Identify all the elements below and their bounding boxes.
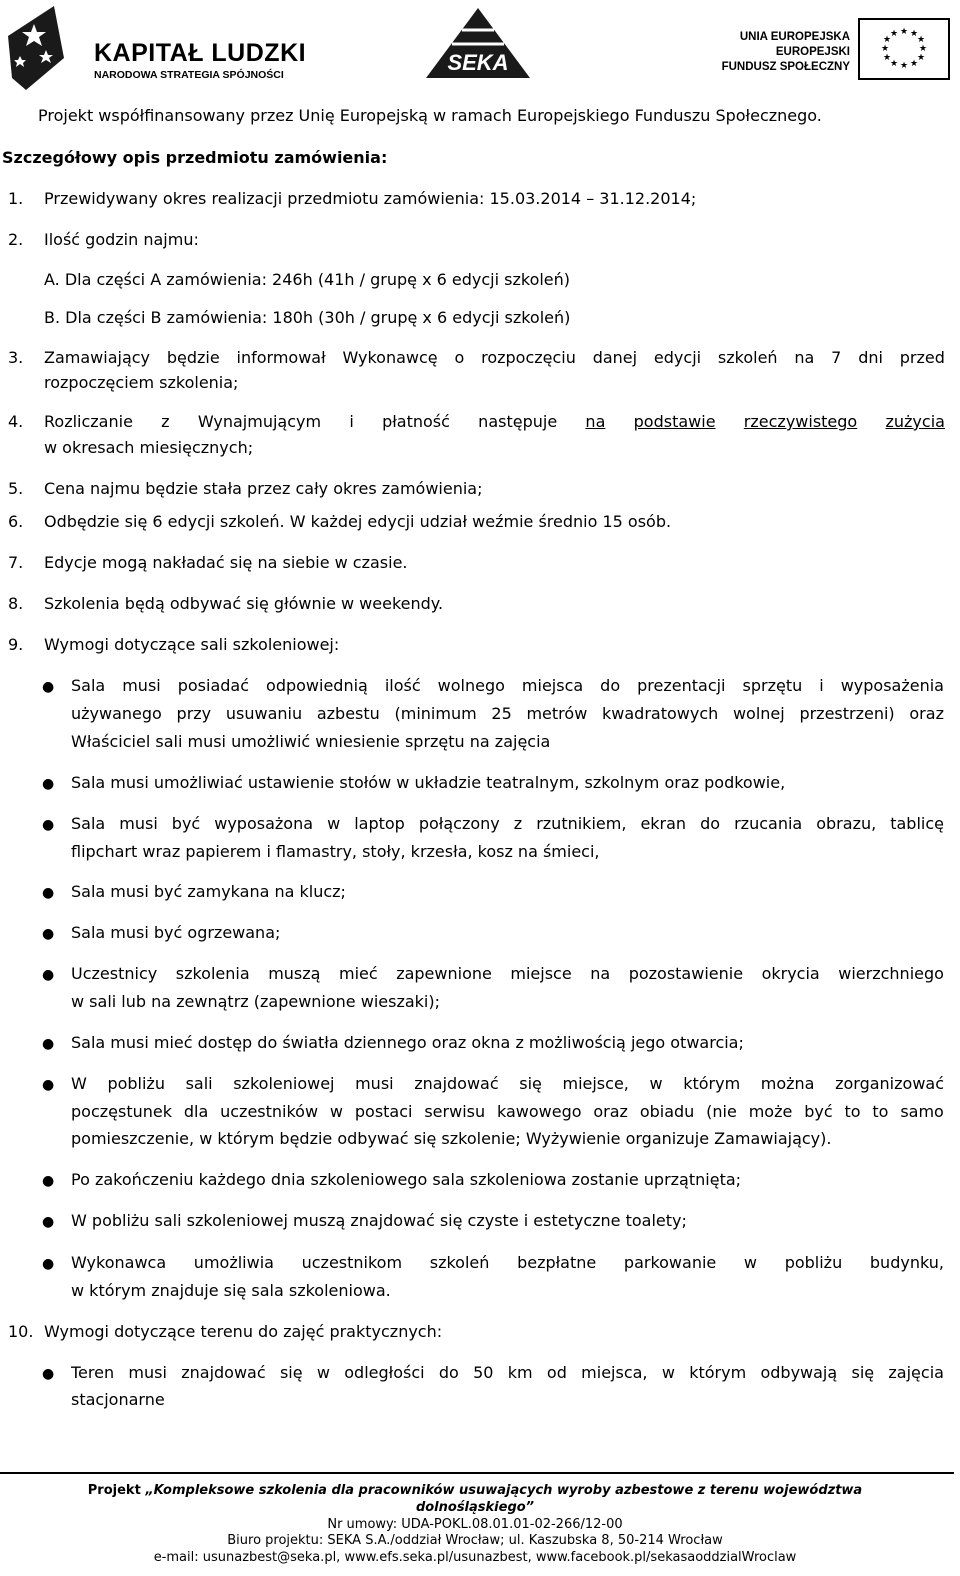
word: na [590,964,611,983]
bullet-text-justified [71,704,944,723]
word: obrazu, [816,814,877,833]
bullet-icon: ● [42,1036,55,1052]
word: przestrzeni) [799,704,895,723]
word: Teren [71,1363,115,1382]
word: znajdować [181,1363,266,1382]
bullet-icon: ● [42,1214,55,1230]
word: następuje [478,412,558,431]
word: wolnego [437,676,505,695]
word: obiadu [639,1102,695,1121]
word: musi [355,1074,394,1093]
word: uczestnikom [301,1253,403,1272]
bullet-text-justified [71,814,944,833]
word: parkowanie [623,1253,717,1272]
word: serwisu [424,1102,486,1121]
word: Wykonawcę [342,348,438,367]
word: być [171,814,201,833]
word: będzie [166,348,220,367]
word: miejsce, [562,1074,629,1093]
section-title: Szczegółowy opis przedmiotu zamówienia: [2,148,388,167]
word: uczestników [220,1102,319,1121]
svg-text:★: ★ [916,35,926,45]
kapital-ludzki-emblem-icon [6,6,76,90]
item-number: 5. [8,479,24,498]
item-text: Wymogi dotyczące terenu do zajęć praktycznych: [44,1322,443,1341]
word: odbywają [760,1363,838,1382]
footer-contract: Nr umowy: UDA-POKL.08.01.01-02-266/12-00 [327,1517,623,1532]
word: rzutnikiem, [536,814,627,833]
word: dla [183,1102,209,1121]
bullet-text-line2: w którym znajduje się sala szkoleniowa. [71,1281,391,1300]
bullet-text-justified [71,1363,944,1382]
item-number: 3. [8,348,24,367]
word: może [748,1102,793,1121]
word: to [844,1102,861,1121]
bullet-icon: ● [42,1173,55,1189]
bullet-icon: ● [42,926,55,942]
item-text-justified [44,412,945,431]
kl-subtitle: NARODOWA STRATEGIA SPÓJNOŚCI [94,69,284,81]
bullet-text-justified [71,1102,944,1121]
word: przed [899,348,945,367]
svg-text:★: ★ [889,59,899,69]
item-text: Przewidywany okres realizacji przedmiotu zamówienia: 15.03.2014 – 31.12.2014; [44,189,697,208]
word: musi [119,814,158,833]
word: do [438,1363,459,1382]
word: Sala [71,814,106,833]
bullet-icon: ● [42,885,55,901]
word: azbestu [316,704,380,723]
word: zapewnione [396,964,492,983]
word: posiadać [177,676,250,695]
word: wyposażenia [840,676,944,695]
word: się [519,1074,542,1093]
word: kawowego [496,1102,582,1121]
bullet-text-line2: stacjonarne [71,1390,165,1409]
word: Wykonawca [71,1253,167,1272]
word: poczęstunek [71,1102,172,1121]
word: musi [122,676,161,695]
word: W [71,1074,87,1093]
word: prezentacji [637,676,726,695]
item-text: Szkolenia będą odbywać się głównie w weekendy. [44,594,444,613]
item-text-justified [44,348,945,367]
word: ekran [640,814,687,833]
eu-flag [858,18,950,80]
svg-text:★: ★ [909,59,919,69]
word: zajęcia [888,1363,944,1382]
word: sprzętu [742,676,803,695]
word: w [329,1102,344,1121]
word: oraz [593,1102,628,1121]
kapital-ludzki-logo [6,6,307,90]
bullet-icon: ● [42,1077,55,1093]
word: samo [900,1102,944,1121]
word: wolnej [732,704,785,723]
word: wyposażona [214,814,314,833]
word: budynku, [869,1253,944,1272]
word: z [161,412,170,431]
item-number: 8. [8,594,24,613]
word: pobliżu [107,1074,165,1093]
item-text-line2: rozpoczęciem szkolenia; [44,373,239,392]
word: znajdować [414,1074,499,1093]
word: w [649,1074,663,1093]
svg-text:★: ★ [918,44,928,54]
item-text: Edycje mogą nakładać się na siebie w czasie. [44,553,408,572]
word: danej [592,348,638,367]
kl-title: KAPITAŁ LUDZKI [94,39,307,67]
bullet-icon: ● [42,776,55,792]
word: rzeczywistego [743,412,858,431]
word: szkoleniowej [233,1074,335,1093]
word: tablicę [890,814,944,833]
word: w [661,1363,675,1382]
ue-label [720,30,850,75]
word: którym [689,1363,747,1382]
word: 25 [491,704,512,723]
word: (minimum [394,704,477,723]
word: się [851,1363,875,1382]
svg-text:★: ★ [899,61,909,71]
bullet-text-justified [71,676,944,695]
footer-project-name: „Kompleksowe szkolenia dla pracowników usuwających wyroby azbestowe z terenu województwa [145,1483,863,1498]
svg-text:★: ★ [909,29,919,39]
word: odpowiednią [266,676,368,695]
eu-stars-icon [860,20,948,78]
item-number: 7. [8,553,24,572]
word: odległości [344,1363,425,1382]
word: to [872,1102,889,1121]
word: Rozliczanie [44,412,133,431]
bullet-text-line3: pomieszczenie, w którym będzie odbywać się szkolenie; Wyżywienie organizuje Zamawiający). [71,1129,832,1148]
cofinance-note: Projekt współfinansowany przez Unię Europejską w ramach Europejskiego Funduszu Społecznego. [38,106,822,125]
word: i [819,676,824,695]
word: zużycia [885,412,945,431]
item-number: 2. [8,230,24,249]
bullet-text-justified [71,964,944,983]
word: Zamawiający [44,348,151,367]
word: Sala [71,676,106,695]
word: mieć [338,964,378,983]
word: na [585,412,606,431]
word: w [327,814,341,833]
word: edycji [653,348,702,367]
word: podstawie [633,412,716,431]
bullet-text: Sala musi być ogrzewana; [71,923,281,942]
word: sali [185,1074,213,1093]
item-number: 10. [8,1322,34,1341]
bullet-text: W pobliżu sali szkoleniowej muszą znajdować się czyste i estetyczne toalety; [71,1211,687,1230]
item-text: Odbędzie się 6 edycji szkoleń. W każdej edycji udział weźmie średnio 15 osób. [44,512,672,531]
svg-text:★: ★ [899,27,909,37]
word: można [760,1074,815,1093]
bullet-text: Sala musi umożliwiać ustawienie stołów w układzie teatralnym, szkolnym oraz podkowie, [71,773,786,792]
word: Wynajmującym [197,412,322,431]
word: ilość [384,676,421,695]
subitem-text: B. Dla części B zamówienia: 180h (30h / grupę x 6 edycji szkoleń) [44,308,571,327]
ue-line2: EUROPEJSKI [775,46,850,58]
footer-contacts: e-mail: usunazbest@seka.pl, www.efs.seka.pl/usunazbest, www.facebook.pl/sekasaoddzialWroclaw [153,1550,797,1565]
word: płatność [382,412,450,431]
word: Uczestnicy [71,964,158,983]
footer-office: Biuro projektu: SEKA S.A./oddział Wrocław; ul. Kaszubska 8, 50-214 Wrocław [227,1533,723,1548]
word: umożliwia [193,1253,274,1272]
ue-line3: FUNDUSZ SPOŁECZNY [721,61,850,73]
word: dni [858,348,883,367]
word: używanego [71,704,162,723]
item-number: 1. [8,189,24,208]
word: okrycia [761,964,820,983]
word: postaci [354,1102,413,1121]
word: w [316,1363,330,1382]
item-text: Ilość godzin najmu: [44,230,199,249]
bullet-text: Po zakończeniu każdego dnia szkoleniowego sala szkoleniowa zostanie uprzątnięta; [71,1170,742,1189]
bullet-text-line3: Właściciel sali musi umożliwić wniesienie sprzętu na zajęcia [71,732,551,751]
word: 50 [473,1363,494,1382]
word: miejsca, [581,1363,648,1382]
bullet-text-justified [71,1074,944,1093]
subitem-text: A. Dla części A zamówienia: 246h (41h / grupę x 6 edycji szkoleń) [44,270,571,289]
word: musi [128,1363,167,1382]
word: 7 [831,348,842,367]
word: od [546,1363,567,1382]
item-text: Cena najmu będzie stała przez cały okres zamówienia; [44,479,483,498]
bullet-text-line2: flipchart wraz papierem i flamastry, stoły, krzesła, kosz na śmieci, [71,842,600,861]
word: miejsca [521,676,584,695]
word: (nie [706,1102,737,1121]
word: metrów [526,704,588,723]
svg-text:★: ★ [882,53,892,63]
word: połączony [418,814,500,833]
word: informował [236,348,326,367]
item-number: 4. [8,412,24,431]
word: do [600,676,621,695]
seka-wordmark: SEKA [447,50,509,75]
bullet-text-justified [71,1253,944,1272]
word: rozpoczęciu [481,348,576,367]
word: i [349,412,354,431]
bullet-text-line2: w sali lub na zewnątrz (zapewnione wieszaki); [71,992,440,1011]
footer-project-prefix: Projekt [87,1483,146,1498]
word: w [743,1253,758,1272]
word: oraz [909,704,944,723]
word: usuwaniu [225,704,303,723]
word: się [279,1363,303,1382]
word: zorganizować [835,1074,944,1093]
bullet-icon: ● [42,1366,55,1382]
footer-divider [0,1472,954,1474]
bullet-icon: ● [42,1256,55,1272]
word: którym [683,1074,741,1093]
svg-text:★: ★ [882,35,892,45]
svg-text:★: ★ [916,53,926,63]
word: przy [176,704,212,723]
word: laptop [354,814,405,833]
bullet-text: Sala musi być zamykana na klucz; [71,882,346,901]
bullet-icon: ● [42,817,55,833]
word: kwadratowych [602,704,719,723]
word: szkoleń [429,1253,490,1272]
bullet-icon: ● [42,967,55,983]
word: szkoleń [717,348,778,367]
footer-project-line1 [0,1482,950,1499]
item-text-line2: w okresach miesięcznych; [44,438,254,457]
word: miejsce [510,964,572,983]
word: być [804,1102,833,1121]
word: km [507,1363,533,1382]
footer-project-line2: dolnośląskiego” [415,1500,535,1515]
word: szkolenia [175,964,250,983]
svg-text:★: ★ [889,29,899,39]
word: bezpłatne [517,1253,597,1272]
bullet-icon: ● [42,679,55,695]
svg-text:★: ★ [880,44,890,54]
word: muszą [268,964,321,983]
ue-line1: UNIA EUROPEJSKA [739,31,850,43]
word: z [513,814,523,833]
item-text: Wymogi dotyczące sali szkoleniowej: [44,635,340,654]
bullet-text: Sala musi mieć dostęp do światła dziennego oraz okna z możliwością jego otwarcia; [71,1033,744,1052]
item-number: 6. [8,512,24,531]
item-number: 9. [8,635,24,654]
word: pobliżu [784,1253,843,1272]
page-header [0,0,960,90]
word: do [700,814,721,833]
seka-logo [422,6,534,80]
word: wierzchniego [838,964,944,983]
word: o [454,348,465,367]
word: na [794,348,815,367]
word: rzucania [734,814,803,833]
word: pozostawienie [628,964,744,983]
